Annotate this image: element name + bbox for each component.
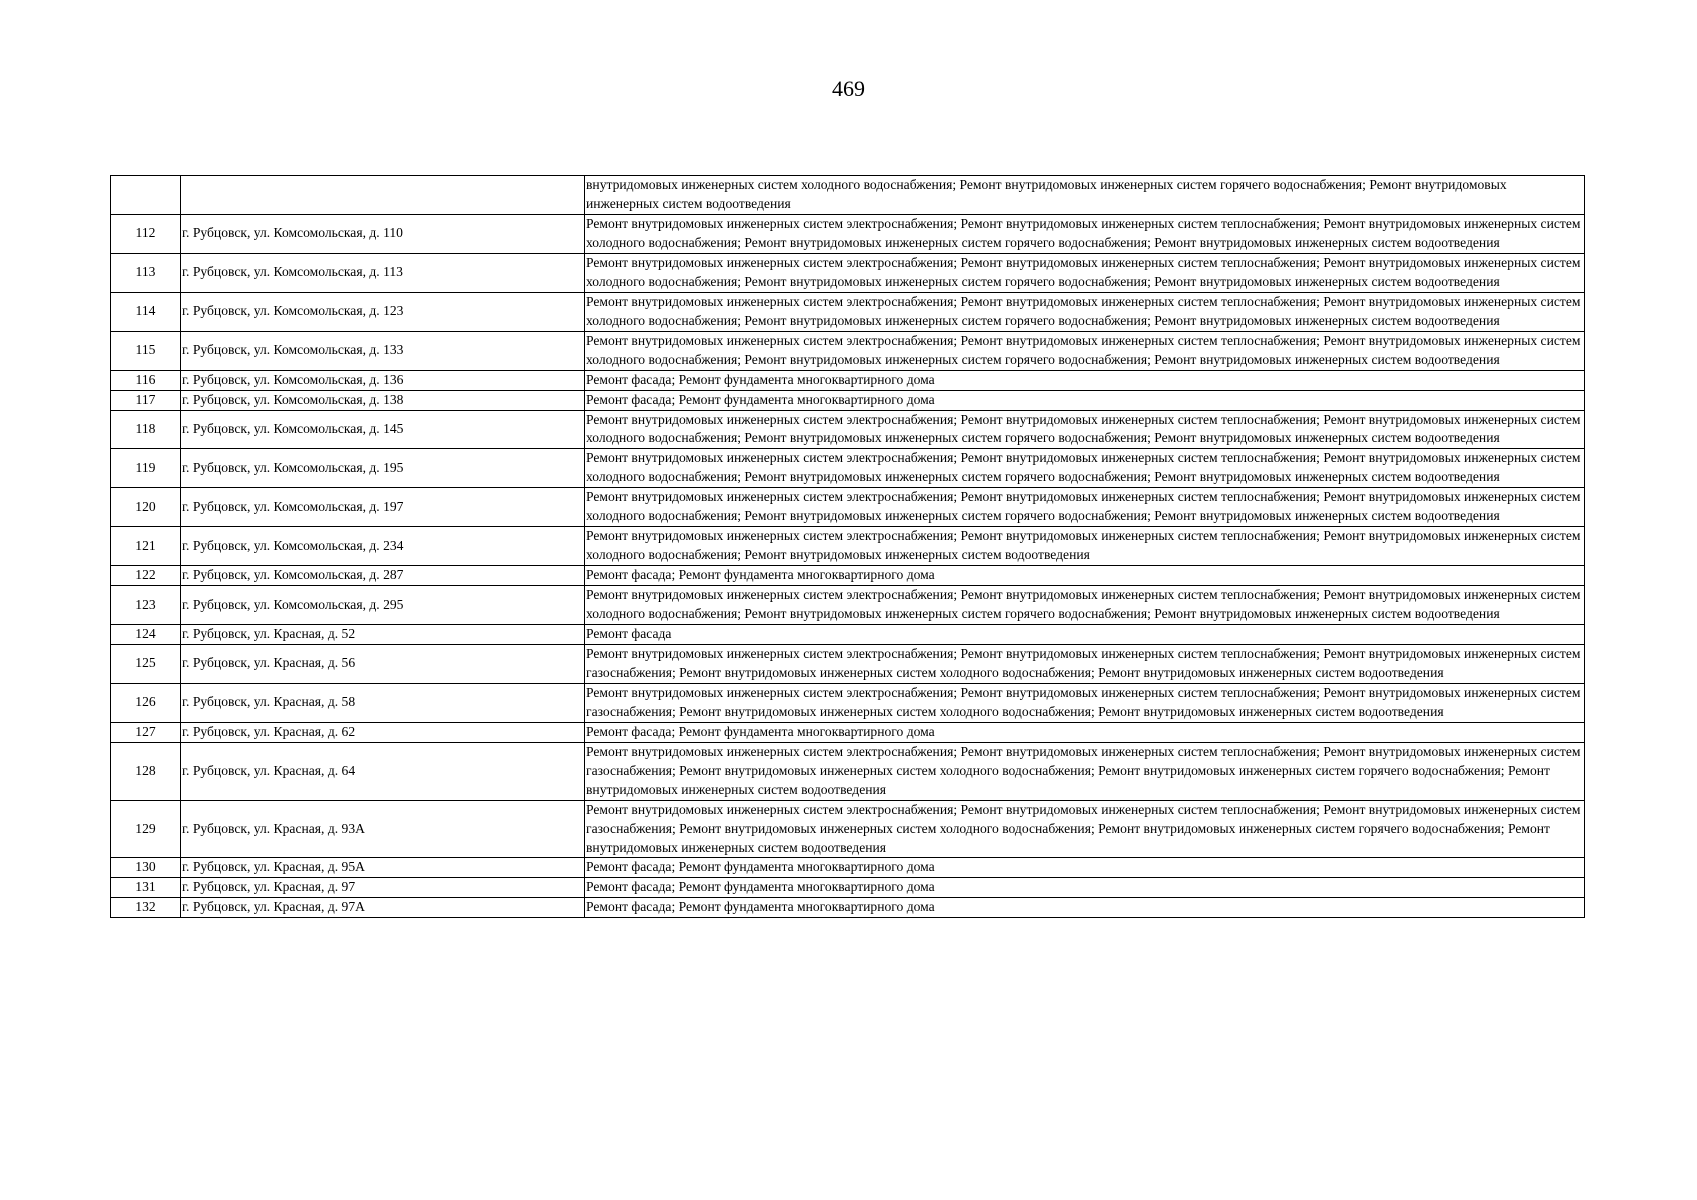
row-number-cell: 122 — [111, 566, 181, 586]
table-row — [111, 292, 1585, 331]
address-cell: г. Рубцовск, ул. Комсомольская, д. 195 — [181, 449, 585, 488]
table-row — [111, 722, 1585, 742]
table-row — [111, 566, 1585, 586]
works-cell: Ремонт внутридомовых инженерных систем электроснабжения; Ремонт внутридомовых инженерных систем теплоснабжения; Ремонт внутридомовых инженерных систем холодного водоснабжения; Ремонт внутридомовых инженерных систем водоотведения — [585, 527, 1585, 566]
address-cell: г. Рубцовск, ул. Красная, д. 97 — [181, 878, 585, 898]
row-number-cell: 126 — [111, 683, 181, 722]
address-cell: г. Рубцовск, ул. Комсомольская, д. 123 — [181, 292, 585, 331]
row-number-cell: 112 — [111, 215, 181, 254]
works-cell: Ремонт фасада — [585, 625, 1585, 645]
row-number-cell: 125 — [111, 644, 181, 683]
row-number-cell: 115 — [111, 331, 181, 370]
address-cell: г. Рубцовск, ул. Красная, д. 58 — [181, 683, 585, 722]
repair-works-table — [110, 175, 1585, 918]
row-number-cell: 128 — [111, 742, 181, 800]
address-cell: г. Рубцовск, ул. Красная, д. 93А — [181, 800, 585, 858]
table-row — [111, 898, 1585, 918]
address-cell: г. Рубцовск, ул. Комсомольская, д. 133 — [181, 331, 585, 370]
address-cell: г. Рубцовск, ул. Комсомольская, д. 136 — [181, 370, 585, 390]
row-number-cell: 124 — [111, 625, 181, 645]
works-cell: внутридомовых инженерных систем холодного водоснабжения; Ремонт внутридомовых инженерных систем горячего водоснабжения; Ремонт внутридомовых инженерных систем водоотведения — [585, 176, 1585, 215]
address-cell: г. Рубцовск, ул. Красная, д. 97А — [181, 898, 585, 918]
works-cell: Ремонт фасада; Ремонт фундамента многоквартирного дома — [585, 370, 1585, 390]
row-number-cell: 118 — [111, 410, 181, 449]
page-number: 469 — [832, 76, 865, 101]
row-number-cell: 121 — [111, 527, 181, 566]
address-cell: г. Рубцовск, ул. Комсомольская, д. 110 — [181, 215, 585, 254]
row-number-cell: 116 — [111, 370, 181, 390]
table-row — [111, 683, 1585, 722]
table-row — [111, 586, 1585, 625]
works-cell: Ремонт внутридомовых инженерных систем электроснабжения; Ремонт внутридомовых инженерных систем теплоснабжения; Ремонт внутридомовых инженерных систем холодного водоснабжения; Ремонт внутридомовых инженерных систем горячего водоснабжения; Ремонт внутридомовых инженерных систем водоотведения — [585, 253, 1585, 292]
works-cell: Ремонт фасада; Ремонт фундамента многоквартирного дома — [585, 722, 1585, 742]
address-cell: г. Рубцовск, ул. Красная, д. 56 — [181, 644, 585, 683]
table-body — [111, 176, 1585, 918]
works-cell: Ремонт внутридомовых инженерных систем электроснабжения; Ремонт внутридомовых инженерных систем теплоснабжения; Ремонт внутридомовых инженерных систем газоснабжения; Ремонт внутридомовых инженерных систем холодного водоснабжения; Ремонт внутридомовых инженерных систем водоотведения — [585, 683, 1585, 722]
table-row — [111, 800, 1585, 858]
works-cell: Ремонт внутридомовых инженерных систем электроснабжения; Ремонт внутридомовых инженерных систем теплоснабжения; Ремонт внутридомовых инженерных систем холодного водоснабжения; Ремонт внутридомовых инженерных систем горячего водоснабжения; Ремонт внутридомовых инженерных систем водоотведения — [585, 586, 1585, 625]
table-row — [111, 410, 1585, 449]
works-cell: Ремонт фасада; Ремонт фундамента многоквартирного дома — [585, 390, 1585, 410]
row-number-cell: 130 — [111, 858, 181, 878]
works-cell: Ремонт фасада; Ремонт фундамента многоквартирного дома — [585, 878, 1585, 898]
address-cell: г. Рубцовск, ул. Комсомольская, д. 138 — [181, 390, 585, 410]
table-row — [111, 215, 1585, 254]
works-cell: Ремонт внутридомовых инженерных систем электроснабжения; Ремонт внутридомовых инженерных систем теплоснабжения; Ремонт внутридомовых инженерных систем холодного водоснабжения; Ремонт внутридомовых инженерных систем горячего водоснабжения; Ремонт внутридомовых инженерных систем водоотведения — [585, 449, 1585, 488]
table-row-continuation — [111, 176, 1585, 215]
table-row — [111, 527, 1585, 566]
works-cell: Ремонт внутридомовых инженерных систем электроснабжения; Ремонт внутридомовых инженерных систем теплоснабжения; Ремонт внутридомовых инженерных систем газоснабжения; Ремонт внутридомовых инженерных систем холодного водоснабжения; Ремонт внутридомовых инженерных систем горячего водоснабжения; Ремонт внутридомовых инженерных систем водоотведения — [585, 800, 1585, 858]
address-cell: г. Рубцовск, ул. Комсомольская, д. 145 — [181, 410, 585, 449]
row-number-cell: 120 — [111, 488, 181, 527]
row-number-cell: 129 — [111, 800, 181, 858]
works-cell: Ремонт внутридомовых инженерных систем электроснабжения; Ремонт внутридомовых инженерных систем теплоснабжения; Ремонт внутридомовых инженерных систем холодного водоснабжения; Ремонт внутридомовых инженерных систем горячего водоснабжения; Ремонт внутридомовых инженерных систем водоотведения — [585, 488, 1585, 527]
table-row — [111, 390, 1585, 410]
address-cell: г. Рубцовск, ул. Комсомольская, д. 295 — [181, 586, 585, 625]
table-row — [111, 331, 1585, 370]
table-row — [111, 488, 1585, 527]
row-number-cell — [111, 176, 181, 215]
row-number-cell: 131 — [111, 878, 181, 898]
works-cell: Ремонт внутридомовых инженерных систем электроснабжения; Ремонт внутридомовых инженерных систем теплоснабжения; Ремонт внутридомовых инженерных систем холодного водоснабжения; Ремонт внутридомовых инженерных систем горячего водоснабжения; Ремонт внутридомовых инженерных систем водоотведения — [585, 292, 1585, 331]
row-number-cell: 127 — [111, 722, 181, 742]
works-cell: Ремонт фасада; Ремонт фундамента многоквартирного дома — [585, 566, 1585, 586]
table-row — [111, 742, 1585, 800]
address-cell: г. Рубцовск, ул. Комсомольская, д. 113 — [181, 253, 585, 292]
address-cell: г. Рубцовск, ул. Комсомольская, д. 234 — [181, 527, 585, 566]
address-cell: г. Рубцовск, ул. Комсомольская, д. 197 — [181, 488, 585, 527]
works-cell: Ремонт внутридомовых инженерных систем электроснабжения; Ремонт внутридомовых инженерных систем теплоснабжения; Ремонт внутридомовых инженерных систем холодного водоснабжения; Ремонт внутридомовых инженерных систем горячего водоснабжения; Ремонт внутридомовых инженерных систем водоотведения — [585, 410, 1585, 449]
table-row — [111, 878, 1585, 898]
address-cell — [181, 176, 585, 215]
works-cell: Ремонт внутридомовых инженерных систем электроснабжения; Ремонт внутридомовых инженерных систем теплоснабжения; Ремонт внутридомовых инженерных систем холодного водоснабжения; Ремонт внутридомовых инженерных систем горячего водоснабжения; Ремонт внутридомовых инженерных систем водоотведения — [585, 215, 1585, 254]
address-cell: г. Рубцовск, ул. Красная, д. 52 — [181, 625, 585, 645]
address-cell: г. Рубцовск, ул. Красная, д. 95А — [181, 858, 585, 878]
address-cell: г. Рубцовск, ул. Красная, д. 64 — [181, 742, 585, 800]
works-cell: Ремонт внутридомовых инженерных систем электроснабжения; Ремонт внутридомовых инженерных систем теплоснабжения; Ремонт внутридомовых инженерных систем холодного водоснабжения; Ремонт внутридомовых инженерных систем горячего водоснабжения; Ремонт внутридомовых инженерных систем водоотведения — [585, 331, 1585, 370]
row-number-cell: 119 — [111, 449, 181, 488]
table-row — [111, 644, 1585, 683]
table-row — [111, 858, 1585, 878]
table-row — [111, 625, 1585, 645]
table-row — [111, 253, 1585, 292]
address-cell: г. Рубцовск, ул. Красная, д. 62 — [181, 722, 585, 742]
address-cell: г. Рубцовск, ул. Комсомольская, д. 287 — [181, 566, 585, 586]
row-number-cell: 117 — [111, 390, 181, 410]
works-cell: Ремонт внутридомовых инженерных систем электроснабжения; Ремонт внутридомовых инженерных систем теплоснабжения; Ремонт внутридомовых инженерных систем газоснабжения; Ремонт внутридомовых инженерных систем холодного водоснабжения; Ремонт внутридомовых инженерных систем горячего водоснабжения; Ремонт внутридомовых инженерных систем водоотведения — [585, 742, 1585, 800]
row-number-cell: 132 — [111, 898, 181, 918]
row-number-cell: 114 — [111, 292, 181, 331]
table-row — [111, 449, 1585, 488]
row-number-cell: 123 — [111, 586, 181, 625]
table-row — [111, 370, 1585, 390]
works-cell: Ремонт фасада; Ремонт фундамента многоквартирного дома — [585, 858, 1585, 878]
works-cell: Ремонт внутридомовых инженерных систем электроснабжения; Ремонт внутридомовых инженерных систем теплоснабжения; Ремонт внутридомовых инженерных систем газоснабжения; Ремонт внутридомовых инженерных систем холодного водоснабжения; Ремонт внутридомовых инженерных систем водоотведения — [585, 644, 1585, 683]
row-number-cell: 113 — [111, 253, 181, 292]
works-cell: Ремонт фасада; Ремонт фундамента многоквартирного дома — [585, 898, 1585, 918]
